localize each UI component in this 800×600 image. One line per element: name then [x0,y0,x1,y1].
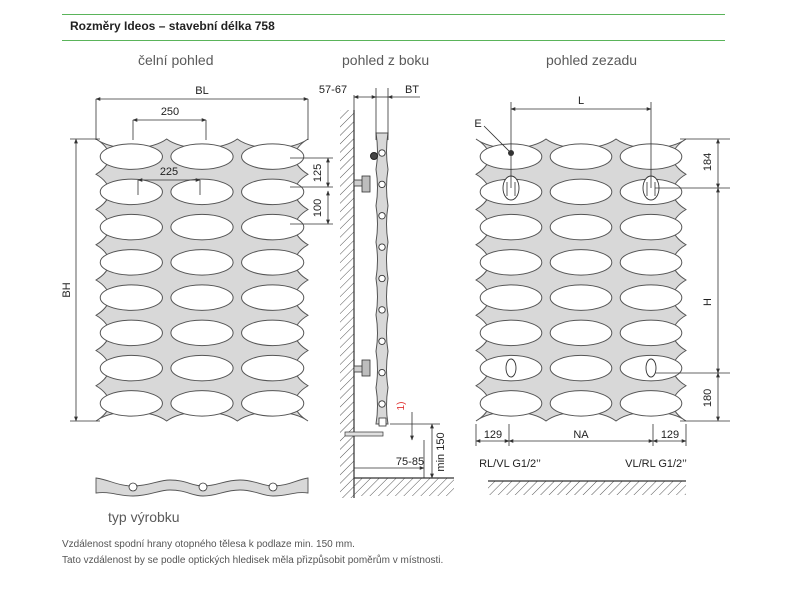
valve-body [379,418,386,426]
side-radiator-profile [371,133,389,424]
dim-180-label: 180 [702,388,714,408]
radiator-opening [100,320,162,345]
note-marker-label: 1) [396,401,407,411]
radiator-opening [550,214,612,239]
radiator-joint [612,277,620,283]
dim-bl-label: BL [195,85,209,97]
dim-129b-label: 129 [660,429,680,441]
side-profile-node [379,150,385,156]
radiator-joint [163,242,171,248]
product-type-profile [96,478,308,496]
dim-225-label: 225 [159,166,179,178]
radiator-opening [242,179,304,204]
radiator-opening [171,214,233,239]
radiator-opening [550,144,612,169]
radiator-joint [542,242,550,248]
radiator-opening [100,355,162,380]
back-view [474,95,730,495]
radiator-opening [550,250,612,275]
radiator-joint [612,312,620,318]
radiator-opening [171,285,233,310]
dim-100-label: 100 [312,198,324,218]
radiator-opening [620,214,682,239]
radiator-opening [242,391,304,416]
radiator-opening [242,214,304,239]
connection-right-label: VL/RL G1/2’’ [625,458,687,470]
radiator-opening [242,250,304,275]
radiator-joint [542,277,550,283]
radiator-joint [233,171,241,177]
radiator-joint [233,383,241,389]
radiator-joint [542,312,550,318]
side-profile-node [379,275,385,281]
dim-bt-label: BT [404,84,420,96]
radiator-opening [550,391,612,416]
radiator-opening [242,320,304,345]
dim-h-label: H [702,298,714,306]
back-slot-left [506,359,516,377]
side-profile-node [379,213,385,219]
side-profile-node [379,244,385,250]
radiator-opening [100,214,162,239]
dim-na-label: NA [573,429,589,441]
radiator-opening [242,285,304,310]
side-profile-node [379,401,385,407]
radiator-opening [171,391,233,416]
radiator-opening [480,214,542,239]
dim-bh-label: BH [61,282,73,298]
radiator-opening [620,320,682,345]
radiator-joint [233,277,241,283]
radiator-joint [233,207,241,213]
side-profile-node [379,369,385,375]
bracket-block-bottom [362,360,370,376]
back-floor-hatch [488,481,686,495]
radiator-joint [163,277,171,283]
connection-left-label: RL/VL G1/2’’ [479,458,541,470]
profile-hole-1 [129,483,137,491]
radiator-joint [612,383,620,389]
radiator-opening [100,179,162,204]
radiator-joint [542,383,550,389]
wall-hatch [340,110,354,498]
dim-min150-label: min 150 [435,432,447,472]
radiator-opening [480,320,542,345]
radiator-opening [480,391,542,416]
radiator-joint [612,348,620,354]
connection-pipe [345,432,383,436]
radiator-joint [163,207,171,213]
radiator-opening [171,355,233,380]
front-view [61,85,333,421]
dim-129a-label: 129 [483,429,503,441]
radiator-joint [612,207,620,213]
back-slot-right [646,359,656,377]
side-view-label: pohled z boku [342,52,430,68]
dim-250-label: 250 [160,106,180,118]
radiator-opening [480,285,542,310]
radiator-opening [242,144,304,169]
radiator-joint [612,242,620,248]
radiator-joint [612,171,620,177]
dim-l-label: L [577,95,585,107]
radiator-joint [163,312,171,318]
radiator-opening [100,144,162,169]
radiator-opening [100,285,162,310]
dim-125-label: 125 [312,163,324,183]
radiator-opening [171,250,233,275]
note-line-1: Vzdálenost spodní hrany otopného tělesa k podlaze min. 150 mm. [62,539,355,550]
profile-hole-2 [199,483,207,491]
e-label: E [474,118,482,130]
side-vent-icon [371,153,378,160]
page-title: Rozměry Ideos – stavební délka 758 [70,19,275,33]
radiator-joint [233,242,241,248]
note-line-2: Tato vzdálenost by se podle optických hledisek měla přizpůsobit poměrům v místnosti. [62,555,444,566]
radiator-joint [163,348,171,354]
radiator-opening [620,250,682,275]
radiator-opening [171,144,233,169]
dim-7585-label: 75-85 [395,456,425,468]
bracket-block-top [362,176,370,192]
side-profile-node [379,338,385,344]
radiator-opening [550,285,612,310]
radiator-opening [100,250,162,275]
radiator-joint [163,383,171,389]
radiator-opening [171,179,233,204]
back-view-label: pohled zezadu [546,52,638,68]
radiator-joint [233,312,241,318]
side-profile-node [379,307,385,313]
radiator-opening [550,355,612,380]
radiator-opening [242,355,304,380]
radiator-opening [620,391,682,416]
product-type-label: typ výrobku [108,509,180,525]
dim-184-label: 184 [702,152,714,172]
radiator-joint [542,171,550,177]
radiator-opening [550,179,612,204]
side-profile-node [379,181,385,187]
radiator-opening [620,285,682,310]
radiator-opening [100,391,162,416]
radiator-joint [542,348,550,354]
radiator-joint [233,348,241,354]
radiator-opening [171,320,233,345]
front-view-label: čelní pohled [138,52,214,68]
radiator-joint [542,207,550,213]
dim-5767-label: 57-67 [318,84,348,96]
floor-hatch [354,478,454,496]
profile-hole-3 [269,483,277,491]
radiator-opening [480,250,542,275]
side-view [319,84,454,498]
radiator-opening [550,320,612,345]
